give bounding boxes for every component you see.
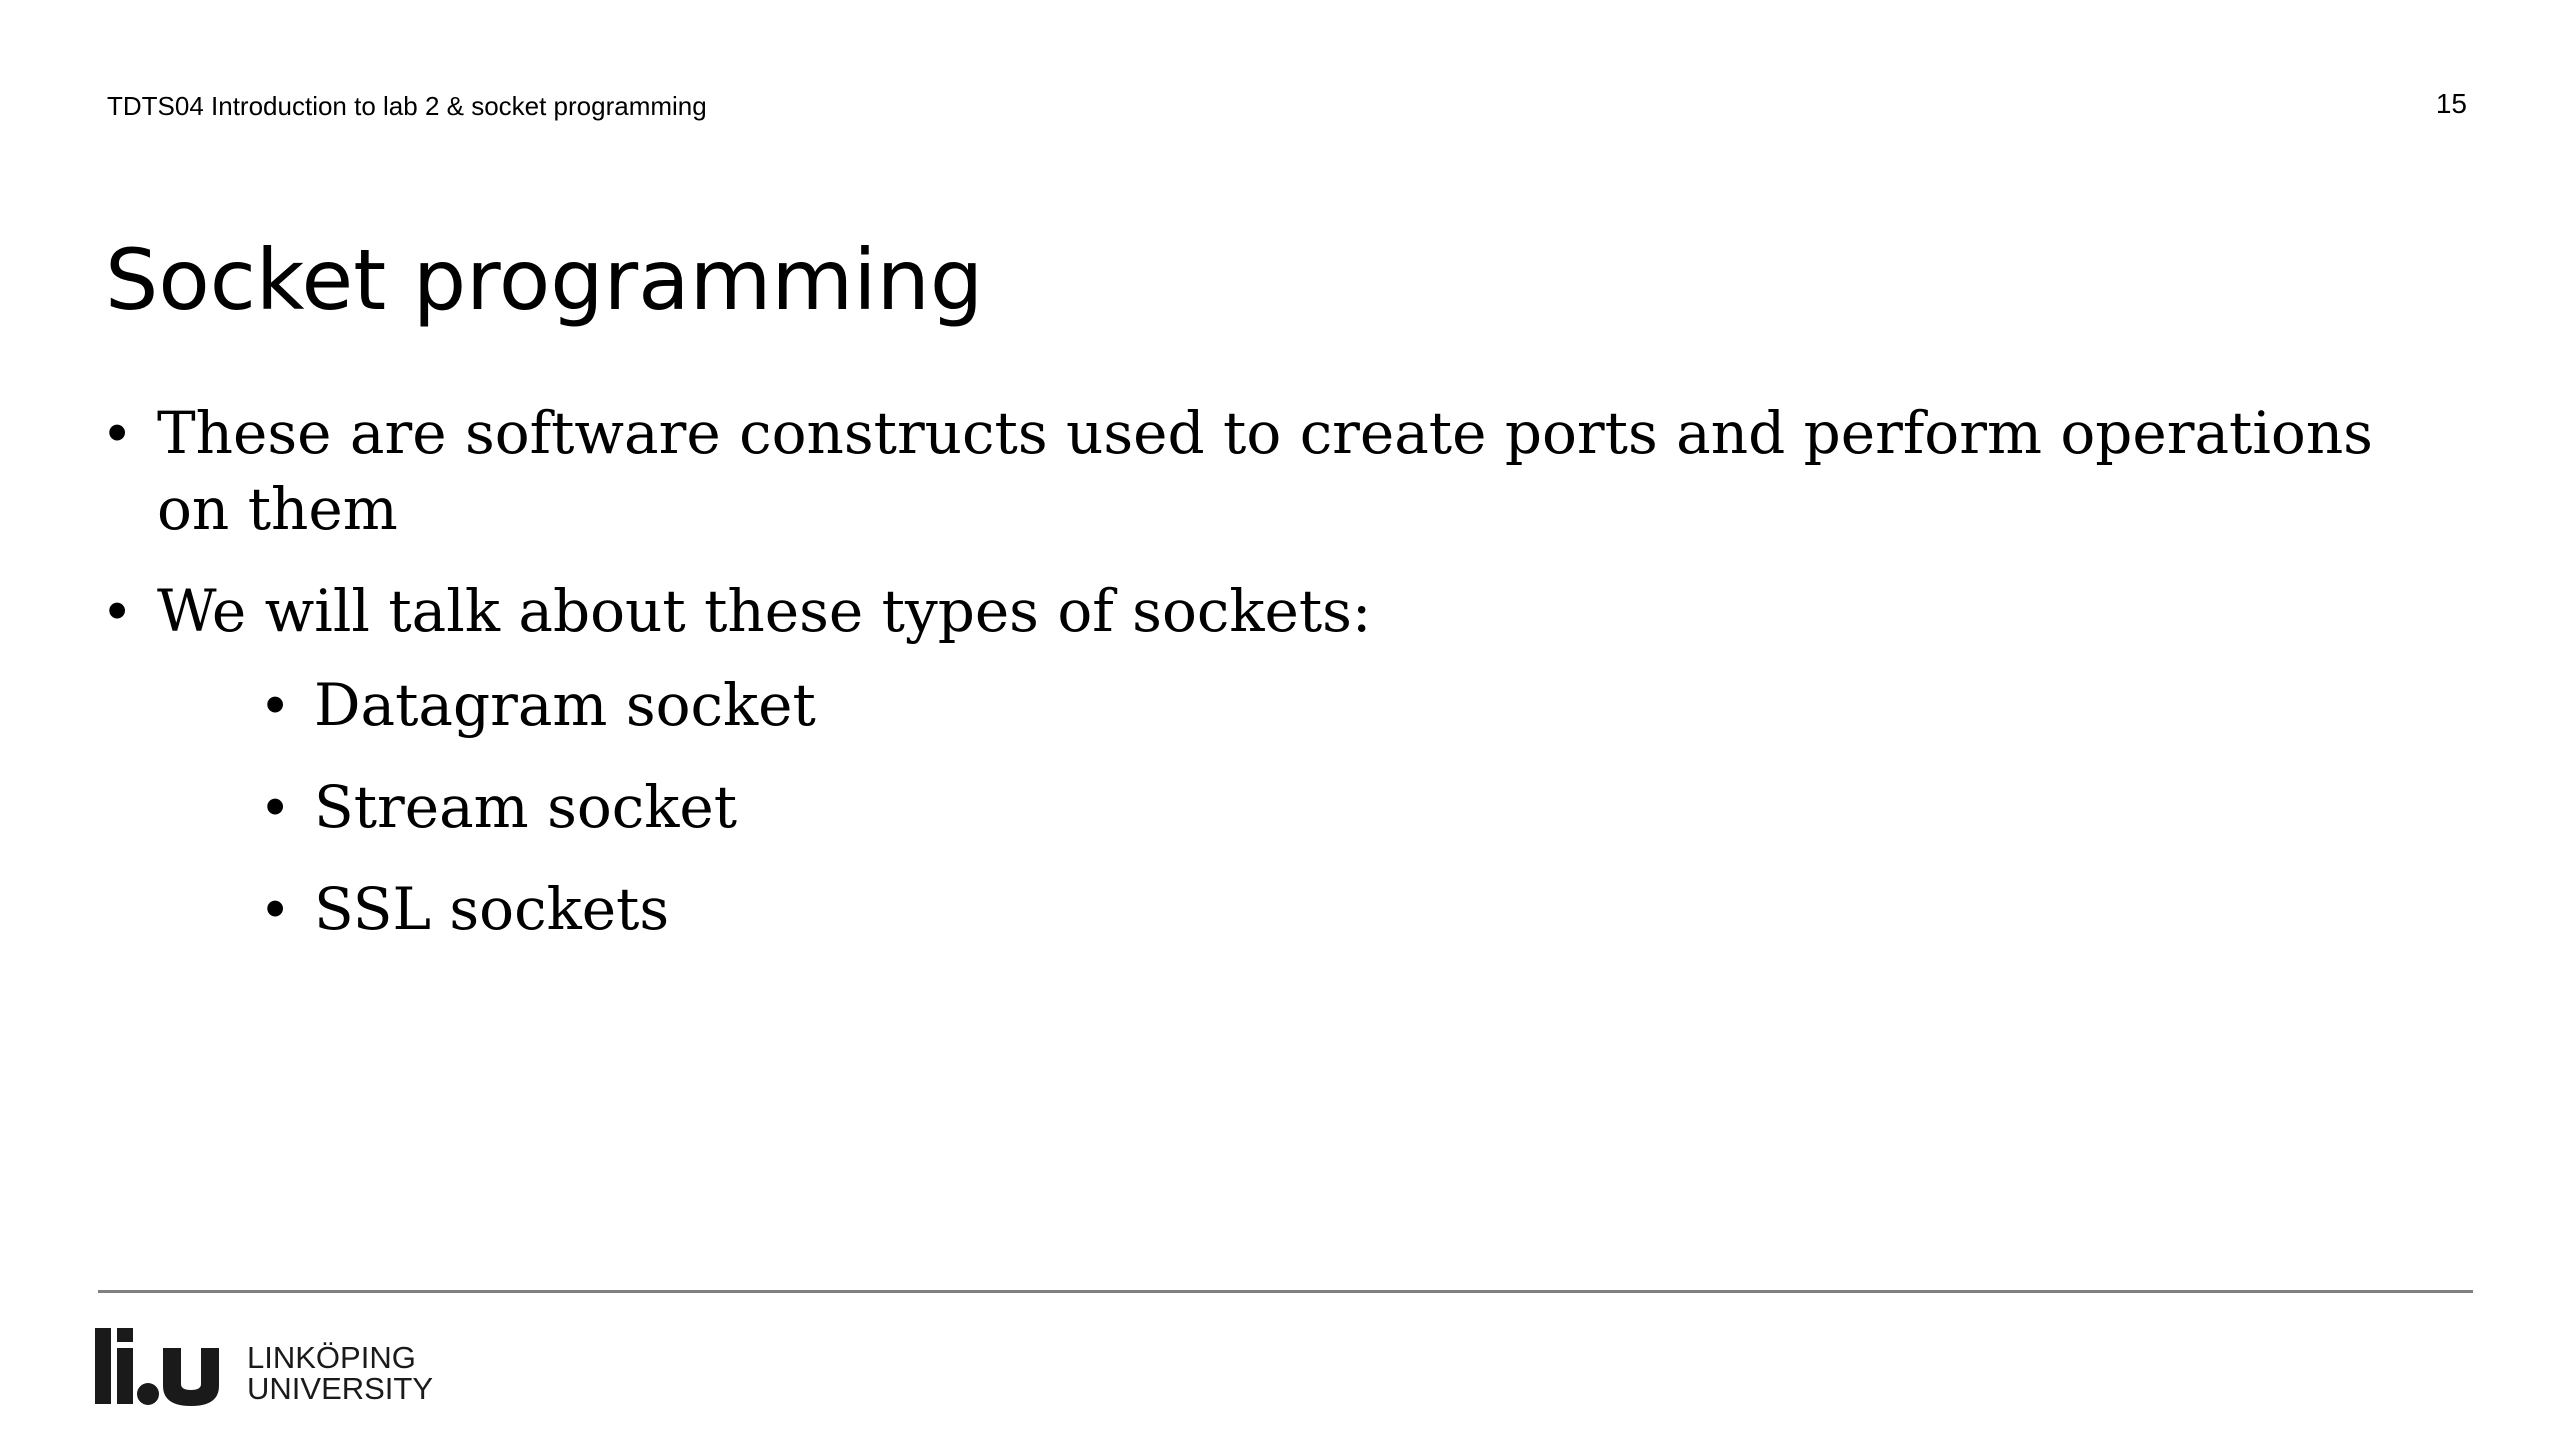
sub-bullet-text: Datagram socket xyxy=(314,671,816,739)
liu-logo-icon xyxy=(95,1328,235,1406)
sub-bullet-item xyxy=(107,871,2437,947)
bullet-item xyxy=(107,395,2437,547)
university-logo xyxy=(95,1328,433,1406)
logo-wordmark xyxy=(247,1342,433,1406)
slide-title: Socket programming xyxy=(105,231,984,329)
logo-line-1: LINKÖPING xyxy=(247,1340,416,1375)
bullet-list xyxy=(107,395,2437,973)
sub-bullet-text: SSL sockets xyxy=(314,875,670,943)
course-header: TDTS04 Introduction to lab 2 & socket programming xyxy=(107,91,707,121)
page-number: 15 xyxy=(2435,88,2467,119)
sub-bullet-list xyxy=(107,667,2437,947)
footer-divider xyxy=(98,1290,2473,1293)
bullet-item xyxy=(107,573,2437,947)
logo-line-2: UNIVERSITY xyxy=(247,1371,434,1406)
sub-bullet-item xyxy=(107,769,2437,845)
sub-bullet-item xyxy=(107,667,2437,743)
sub-bullet-text: Stream socket xyxy=(314,773,738,841)
bullet-text: These are software constructs used to create ports and perform operations on them xyxy=(157,399,2373,543)
bullet-text: We will talk about these types of sockets: xyxy=(157,577,1372,645)
